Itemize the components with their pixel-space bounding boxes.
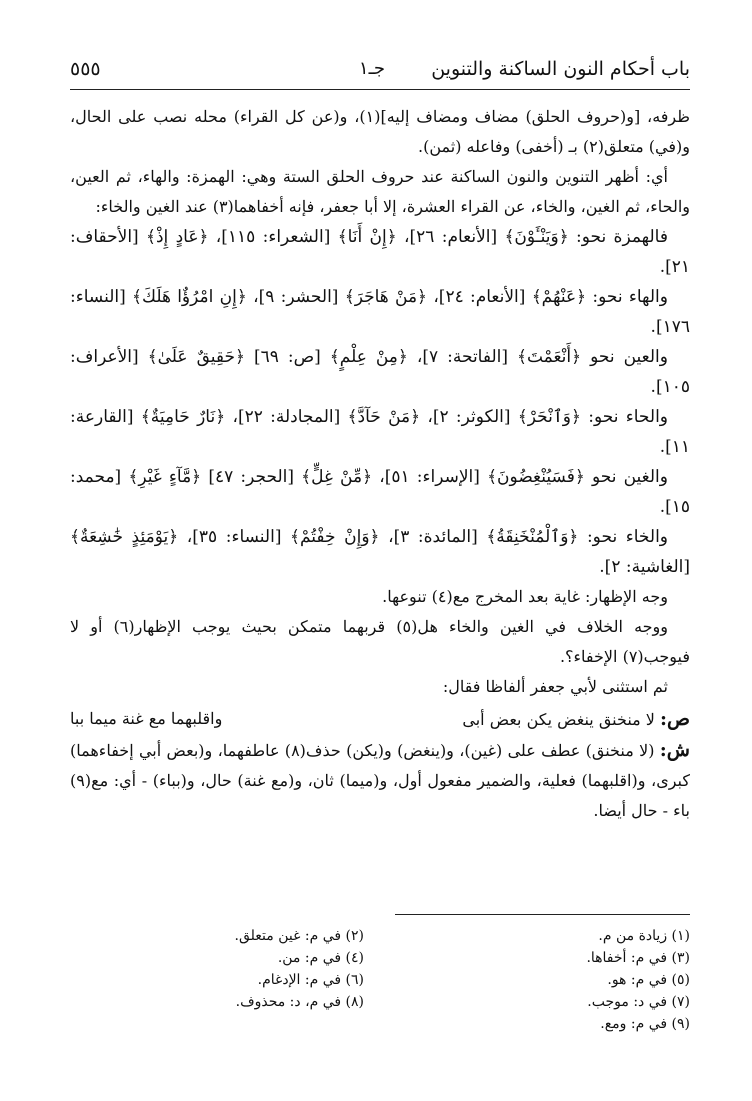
example-ghayn: والغين نحو ﴿فَسَيُنْغِضُونَ﴾ [الإسراء: ٥١]، ﴿مِّنْ غِلٍّ﴾ [الحجر: ٤٧] ﴿مَّآءٍ غَيْرِ﴾ [محمد: ١٥]. bbox=[70, 467, 690, 517]
footnote-rule bbox=[395, 914, 690, 915]
example-hamza: فالهمزة نحو: ﴿وَيَنْـَٔوْنَ﴾ [الأنعام: ٢٦]، ﴿إِنْ أَنَا﴾ [الشعراء: ١١٥]، ﴿عَادٍ إِذْ﴾ [الأحقاف: ٢١]. bbox=[70, 227, 690, 277]
footnote: (٦) في م: الإدغام. bbox=[257, 972, 364, 988]
footnote: (٥) في م: هو. bbox=[607, 972, 690, 988]
example-haa: والحاء نحو: ﴿وَٱنْحَرْ﴾ [الكوثر: ٢]، ﴿مَنْ حَآدَّ﴾ [المجادلة: ٢٢]، ﴿نَارٌ حَامِيَةٌ﴾ [القارعة: ١١]. bbox=[70, 407, 690, 457]
example-ha: والهاء نحو: ﴿عَنْهُمْ﴾ [الأنعام: ٢٤]، ﴿مَنْ هَاجَرَ﴾ [الحشر: ٩]، ﴿إِنِ امْرُؤٌا هَلَكَ﴾ [النساء: ١٧٦]. bbox=[70, 287, 690, 337]
main-text bbox=[70, 102, 690, 826]
verse-marker: ص: bbox=[660, 708, 690, 730]
footnote: (٣) في م: أخفاها. bbox=[586, 950, 690, 966]
verse-second-half: واقلبهما مع غنة ميما ببا bbox=[70, 709, 223, 728]
footnote: (٨) في م، د: محذوف. bbox=[235, 994, 364, 1010]
commentary: ش: (لا منخنق) عطف على (غين)، و(ينغض) و(يكن) حذف(٨) عاطفهما، و(بعض أبي إخفاءهما) كبرى، و(اقلبهما) فعلية، والضمير مفعول أول، و(ميما) ثان، و(مع غنة) حال، و(بباء) - أي: مع(٩) باء - حال أيضا. bbox=[70, 739, 691, 820]
running-header bbox=[70, 56, 690, 88]
footnote bbox=[70, 1013, 364, 1035]
footnote-row bbox=[70, 947, 690, 969]
footnotes bbox=[70, 925, 690, 1035]
footnote: (٧) في د: موجب. bbox=[587, 994, 690, 1010]
paragraph: ووجه الخلاف في الغين والخاء هل(٥) قربهما متمكن بحيث يوجب الإظهار(٦) أو لا فيوجب(٧) الإخفاء؟. bbox=[70, 617, 690, 666]
example-ayn: والعين نحو ﴿أَنْعَمْتَ﴾ [الفاتحة: ٧]، ﴿مِنْ عِلْمٍ﴾ [ص: ٦٩] ﴿حَقِيقٌ عَلَىٰ﴾ [الأعراف: ١٠٥]. bbox=[70, 347, 690, 397]
footnote: (٤) في م: من. bbox=[277, 950, 364, 966]
footnote: (١) زيادة من م. bbox=[598, 928, 690, 944]
volume-label: جـ١ bbox=[358, 58, 385, 79]
paragraph: وجه الإظهار: غاية بعد المخرج مع(٤) تنوعها. bbox=[382, 587, 668, 606]
footnote: (٢) في م: غين متعلق. bbox=[234, 928, 364, 944]
footnote-row bbox=[70, 969, 690, 991]
footnote-row bbox=[70, 925, 690, 947]
paragraph: أي: أظهر التنوين والنون الساكنة عند حروف الحلق الستة وهي: الهمزة: والهاء، ثم العين، والحاء، ثم الغين، والخاء، عن القراء العشرة، إلا أبا جعفر، فإنه أخفاهما(٣) عند الغين والخاء: bbox=[70, 167, 690, 216]
footnote: (٩) في م: ومع. bbox=[600, 1016, 690, 1032]
header-rule bbox=[70, 89, 690, 90]
page-number: ٥٥٥ bbox=[70, 58, 101, 80]
paragraph: ظرفه، [و(حروف الحلق) مضاف ومضاف إليه](١)، و(عن كل القراء) محله نصب على الحال، و(في) متعلق(٢) بـ (أخفى) وفاعله (ثمن). bbox=[70, 107, 690, 156]
verse-line bbox=[70, 704, 690, 735]
paragraph: ثم استثنى لأبي جعفر ألفاظا فقال: bbox=[442, 677, 668, 696]
footnote-row bbox=[70, 991, 690, 1013]
chapter-title: باب أحكام النون الساكنة والتنوين bbox=[431, 58, 690, 80]
footnote-row bbox=[70, 1013, 690, 1035]
verse-first-half: ص: لا منخنق ينغض يكن بعض أبى bbox=[462, 708, 690, 730]
commentary-marker: ش: bbox=[659, 739, 691, 761]
example-khaa: والخاء نحو: ﴿وَٱلْمُنْخَنِقَةُ﴾ [المائدة: ٣]، ﴿وَإِنْ خِفْتُمْ﴾ [النساء: ٣٥]، ﴿يَوْمَئِذٍ خَٰشِعَةٌ﴾ [الغاشية: ٢]. bbox=[70, 527, 690, 577]
